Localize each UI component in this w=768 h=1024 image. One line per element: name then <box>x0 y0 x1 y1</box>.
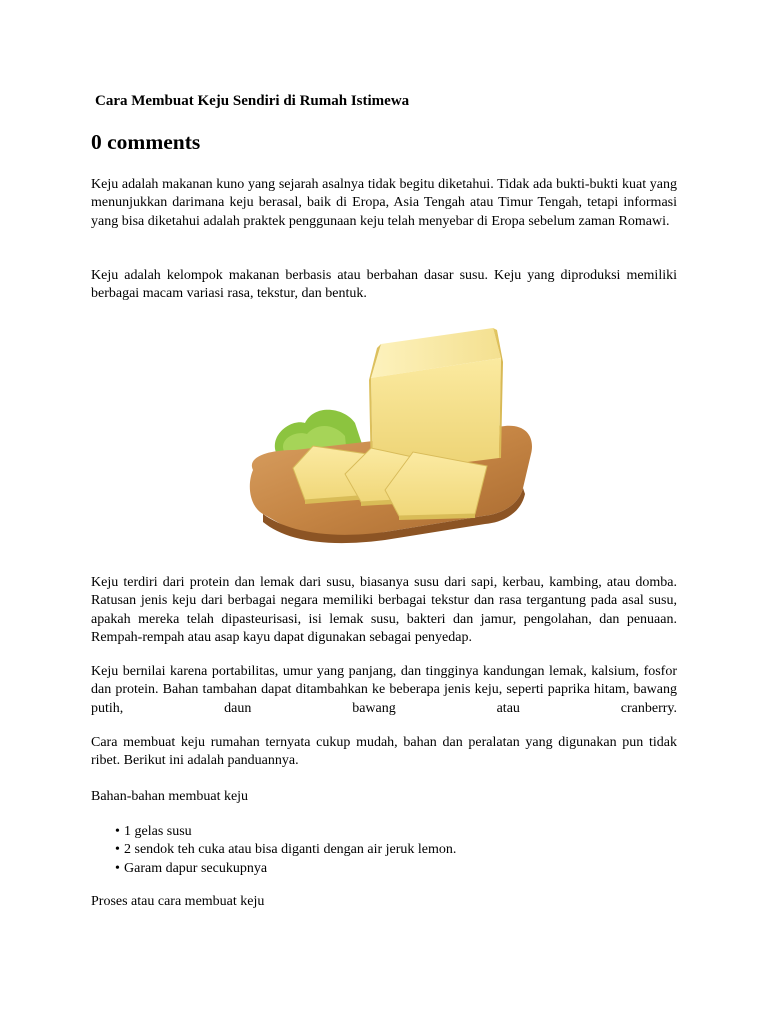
article-title: Cara Membuat Keju Sendiri di Rumah Istimewa <box>95 93 410 109</box>
bullet-icon: • <box>115 860 120 876</box>
ingredients-heading: Bahan-bahan membuat keju <box>91 789 249 804</box>
list-item <box>91 841 456 859</box>
ingredient-label: Garam dapur secukupnya <box>124 860 268 876</box>
cheese-image <box>235 318 537 556</box>
list-item <box>91 823 456 841</box>
ingredient-label: 1 gelas susu <box>124 824 192 839</box>
bullet-icon: • <box>115 824 120 839</box>
ingredients-list <box>91 823 456 878</box>
process-heading: Proses atau cara membuat keju <box>91 894 265 909</box>
paragraph-value: Keju bernilai karena portabilitas, umur yang panjang, dan tingginya kandungan lemak, kalsium, fosfor dan protein. Bahan tambahan dapat ditambahkan ke beberapa jenis keju, seperti paprika hitam, bawang putih, daun bawang atau cranberry. <box>91 664 677 716</box>
paragraph-composition: Keju terdiri dari protein dan lemak dari susu, biasanya susu dari sapi, kerbau, kambing, atau domba. Ratusan jenis keju dari berbagai negara memiliki berbagai tekstur dan rasa tergantung pada asal susu, apakah mereka telah dipasteurisasi, isi lemak susu, bakteri dan jamur, pengolahan, dan penuaan. Rempah-rempah atau asap kayu dapat digunakan sebagai penyedap. <box>91 575 677 646</box>
comments-heading[interactable]: 0 comments <box>91 130 201 154</box>
list-item <box>91 860 456 878</box>
paragraph-intro: Keju adalah makanan kuno yang sejarah asalnya tidak begitu diketahui. Tidak ada bukti-bukti kuat yang menunjukkan darimana keju berasal, baik di Eropa, Asia Tengah atau Timur Tengah, tetapi informasi yang bisa diketahui adalah praktek penggunaan keju telah menyebar di Eropa sebelum zaman Romawi. <box>91 177 677 229</box>
paragraph-howto-intro: Cara membuat keju rumahan ternyata cukup mudah, bahan dan peralatan yang digunakan pun tidak ribet. Berikut ini adalah panduannya. <box>91 735 677 769</box>
paragraph-definition: Keju adalah kelompok makanan berbasis atau berbahan dasar susu. Keju yang diproduksi memiliki berbagai macam variasi rasa, tekstur, dan bentuk. <box>91 268 677 302</box>
bullet-icon: • <box>115 842 120 858</box>
ingredient-label: 2 sendok teh cuka atau bisa diganti dengan air jeruk lemon. <box>124 842 457 858</box>
